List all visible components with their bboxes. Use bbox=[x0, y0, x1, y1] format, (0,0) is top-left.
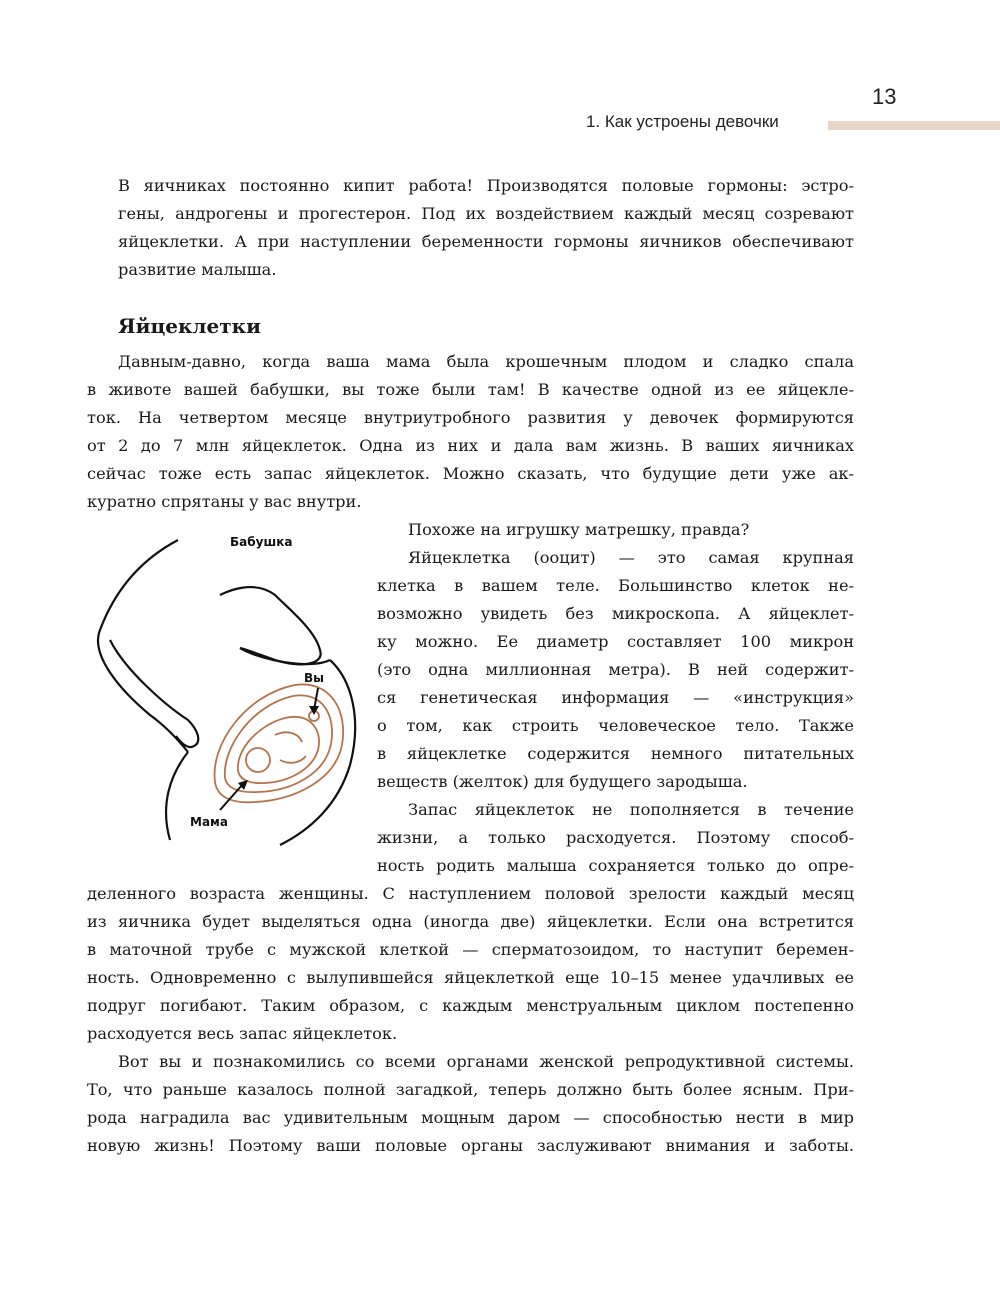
paragraph-line: яйцеклетки. А при наступлении беременности гормоны яичников обеспечивают bbox=[118, 232, 854, 251]
running-head-chapter: 1. Как устроены девочки bbox=[586, 112, 779, 131]
paragraph-line: Давным-давно, когда ваша мама была крошечным плодом и сладко спала bbox=[118, 352, 854, 371]
paragraph-line: То, что раньше казалось полной загадкой, теперь должно быть более ясным. При- bbox=[87, 1080, 854, 1099]
paragraph-line: клетка в вашем теле. Большинство клеток не- bbox=[377, 576, 854, 595]
fetus-limbs bbox=[275, 732, 306, 762]
paragraph-line: ку можно. Ее диаметр составляет 100 микрон bbox=[377, 632, 854, 651]
paragraph-line: возможно увидеть без микроскопа. А яйцеклет- bbox=[377, 604, 854, 623]
grandmother-shoulder-outline bbox=[98, 540, 188, 752]
pregnancy-illustration-svg bbox=[80, 520, 380, 860]
paragraph-line: Запас яйцеклеток не пополняется в течение bbox=[408, 800, 854, 819]
grandmother-chest-outline bbox=[220, 587, 321, 664]
paragraph-line: ся генетическая информация — «инструкция» bbox=[377, 688, 854, 707]
paragraph-line: рода наградила вас удивительным мощным даром — способностью нести в мир bbox=[87, 1108, 854, 1127]
paragraph-line: сейчас тоже есть запас яйцеклеток. Можно сказать, что будущие дети уже ак- bbox=[87, 464, 854, 483]
paragraph-line: гены, андрогены и прогестерон. Под их воздействием каждый месяц созревают bbox=[118, 204, 854, 223]
paragraph-line: веществ (желток) для будущего зародыша. bbox=[377, 772, 748, 791]
paragraph-line: деленного возраста женщины. С наступлением половой зрелости каждый месяц bbox=[87, 884, 854, 903]
label-grandmother: Бабушка bbox=[230, 535, 293, 549]
grandmother-arm-outline bbox=[110, 640, 198, 747]
paragraph-line: В яичниках постоянно кипит работа! Производятся половые гормоны: эстро- bbox=[118, 176, 854, 195]
paragraph-line: развитие малыша. bbox=[118, 260, 277, 279]
paragraph-line: Похоже на игрушку матрешку, правда? bbox=[408, 520, 750, 539]
paragraph-line: в животе вашей бабушки, вы тоже были там! В качестве одной из ее яйцекле- bbox=[87, 380, 854, 399]
paragraph-line: о том, как строить человеческое тело. Также bbox=[377, 716, 854, 735]
paragraph-line: куратно спрятаны у вас внутри. bbox=[87, 492, 362, 511]
paragraph-line: от 2 до 7 млн яйцеклеток. Одна из них и дала вам жизнь. В ваших яичниках bbox=[87, 436, 854, 455]
label-mom: Мама bbox=[190, 815, 228, 829]
paragraph-line: (это одна миллионная метра). В ней содержит- bbox=[377, 660, 854, 679]
paragraph-line: жизни, а только расходуется. Поэтому способ- bbox=[377, 828, 854, 847]
paragraph-line: расходуется весь запас яйцеклеток. bbox=[87, 1024, 398, 1043]
uterus-with-fetus-drawing bbox=[215, 684, 344, 802]
paragraph-line: Яйцеклетка (ооцит) — это самая крупная bbox=[408, 548, 854, 567]
paragraph-line: из яичника будет выделяться одна (иногда две) яйцеклетки. Если она встретится bbox=[87, 912, 854, 931]
page-number: 13 bbox=[872, 84, 897, 109]
paragraph-line: ток. На четвертом месяце внутриутробного развития у девочек формируются bbox=[87, 408, 854, 427]
section-title: Яйцеклетки bbox=[118, 314, 261, 338]
paragraph-line: подруг погибают. Таким образом, с каждым менструальным циклом постепенно bbox=[87, 996, 854, 1015]
paragraph-line: Вот вы и познакомились со всеми органами женской репродуктивной системы. bbox=[118, 1052, 854, 1071]
header-accent-bar bbox=[828, 121, 1000, 130]
paragraph-line: новую жизнь! Поэтому ваши половые органы заслуживают внимания и заботы. bbox=[87, 1136, 854, 1155]
paragraph-line: в яйцеклетке содержится немного питательных bbox=[377, 744, 854, 763]
fetus-head bbox=[246, 748, 270, 772]
paragraph-line: в маточной трубе с мужской клеткой — сперматозоидом, то наступит беремен- bbox=[87, 940, 854, 959]
paragraph-line: ность. Одновременно с вылупившейся яйцеклеткой еще 10–15 менее удачливых ее bbox=[87, 968, 854, 987]
pregnancy-illustration bbox=[80, 520, 380, 860]
paragraph-line: ность родить малыша сохраняется только до опре- bbox=[377, 856, 854, 875]
grandmother-hip-outline bbox=[166, 752, 188, 840]
label-you: Вы bbox=[304, 671, 324, 685]
